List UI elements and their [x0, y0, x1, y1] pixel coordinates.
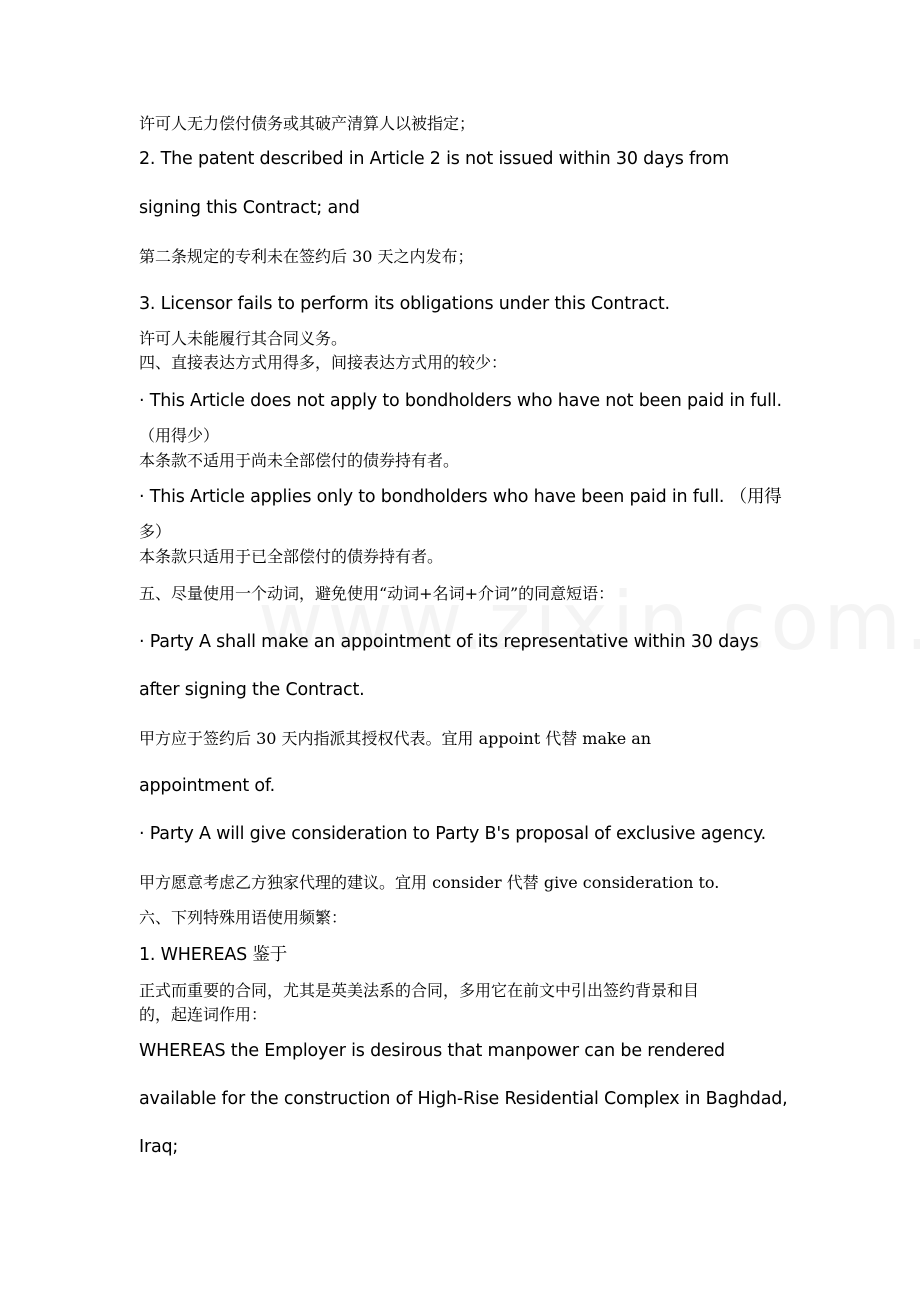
text-line: 许可人无力偿付债务或其破产清算人以被指定；	[139, 114, 476, 133]
section-heading: 五、尽量使用一个动词，避免使用“动词+名词+介词”的同意短语：	[139, 584, 615, 603]
text-line: appointment of.	[139, 776, 275, 796]
text-line: 本条款只适用于已全部偿付的债券持有者。	[139, 547, 444, 566]
text-line: available for the construction of High-Rise Residential Complex in Baghdad,	[139, 1089, 788, 1109]
text-line: · Party A will give consideration to Party B's proposal of exclusive agency.	[139, 824, 767, 844]
text-line: · This Article does not apply to bondholders who have not been paid in full.	[139, 391, 782, 411]
text-line: · This Article applies only to bondholders who have been paid in full. （用得	[139, 487, 782, 507]
text-line: Iraq;	[139, 1137, 179, 1157]
text-line: · Party A shall make an appointment of its representative within 30 days	[139, 632, 759, 652]
text-line: 多）	[139, 522, 172, 541]
text-line: after signing the Contract.	[139, 680, 365, 700]
text-line: 第二条规定的专利未在签约后 30 天之内发布；	[139, 247, 474, 266]
text-line: 的，起连词作用：	[139, 1005, 268, 1024]
text-line: 1. WHEREAS 鉴于	[139, 945, 288, 965]
text-line: 甲方应于签约后 30 天内指派其授权代表。宜用 appoint 代替 make an	[139, 729, 652, 748]
section-heading: 四、直接表达方式用得多，间接表达方式用的较少：	[139, 353, 508, 372]
text-line: （用得少）	[139, 426, 220, 445]
text-line: 2. The patent described in Article 2 is not issued within 30 days from	[139, 149, 729, 169]
section-heading: 六、下列特殊用语使用频繁：	[139, 908, 348, 927]
text-line: 许可人未能履行其合同义务。	[139, 329, 348, 348]
text-line: WHEREAS the Employer is desirous that manpower can be rendered	[139, 1041, 725, 1061]
text-line: 3. Licensor fails to perform its obligations under this Contract.	[139, 294, 670, 314]
text-line: 本条款不适用于尚未全部偿付的债券持有者。	[139, 451, 460, 470]
text-line: signing this Contract; and	[139, 198, 360, 218]
text-line: 正式而重要的合同，尤其是英美法系的合同，多用它在前文中引出签约背景和目	[139, 981, 700, 1000]
text-line: 甲方愿意考虑乙方独家代理的建议。宜用 consider 代替 give consideration to.	[139, 873, 720, 892]
